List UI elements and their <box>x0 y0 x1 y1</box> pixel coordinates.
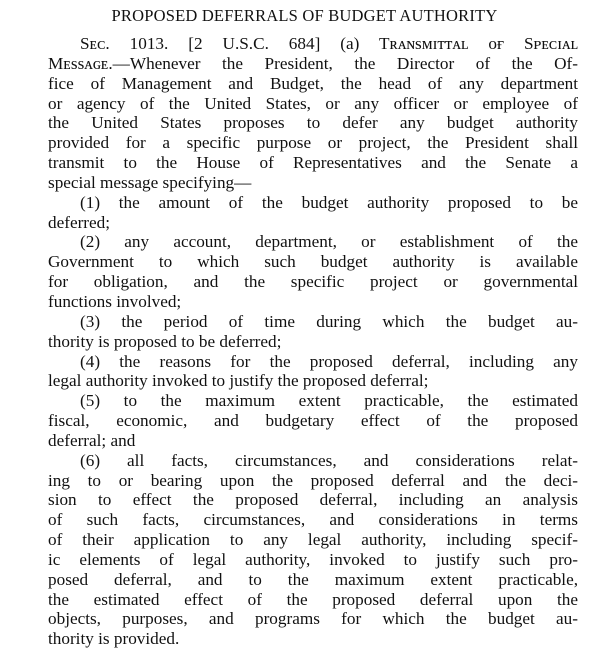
text-line: ing to or bearing upon the proposed deferral and the deci- <box>48 470 578 490</box>
text-line: objects, purposes, and programs for which the budget au- <box>48 609 578 629</box>
text-line: (6) all facts, circumstances, and considerations relat- <box>80 450 578 470</box>
text-line: transmit to the House of Representatives and the Senate a <box>48 153 578 173</box>
text-line: legal authority invoked to justify the proposed deferral; <box>48 371 429 391</box>
section-body <box>48 34 578 649</box>
text-line: Mᴇssᴀɢᴇ.—Whenever the President, the Director of the Of- <box>48 53 578 73</box>
text-line: (1) the amount of the budget authority proposed to be <box>80 192 578 212</box>
text-line: Sᴇᴄ. 1013. [2 U.S.C. 684] (a) Tʀᴀɴsᴍɪᴛᴛᴀʟ ᴏғ Sᴘᴇᴄɪᴀʟ <box>80 34 578 53</box>
text-line: special message specifying— <box>48 172 252 192</box>
text-line: deferred; <box>48 212 111 232</box>
text-line: the estimated effect of the proposed deferral upon the <box>48 589 578 609</box>
text-line: or agency of the United States, or any officer or employee of <box>48 93 578 113</box>
text-line: posed deferral, and to the maximum extent practicable, <box>48 569 578 589</box>
text-line: functions involved; <box>48 291 182 311</box>
text-line: (2) any account, department, or establishment of the <box>80 232 578 252</box>
text-line: ic elements of legal authority, invoked to justify such pro- <box>48 549 578 569</box>
text-line: Government to which such budget authority is available <box>48 252 578 272</box>
text-line: provided for a specific purpose or project, the President shall <box>48 133 578 153</box>
text-line: (3) the period of time during which the budget au- <box>80 311 578 331</box>
text-line: thority is proposed to be deferred; <box>48 331 282 351</box>
text-line: (5) to the maximum extent practicable, the estimated <box>80 391 578 411</box>
text-line: (4) the reasons for the proposed deferral, including any <box>80 351 578 371</box>
text-line: sion to effect the proposed deferral, including an analysis <box>48 490 578 510</box>
text-line: for obligation, and the specific project or governmental <box>48 272 578 292</box>
text-line: the United States proposes to defer any budget authority <box>48 113 578 133</box>
text-line: fiscal, economic, and budgetary effect of the proposed <box>48 411 578 431</box>
text-line: fice of Management and Budget, the head of any department <box>48 73 578 93</box>
text-line: of their application to any legal authority, including specif- <box>48 530 578 550</box>
text-line: thority is provided. <box>48 629 180 649</box>
text-line: of such facts, circumstances, and considerations in terms <box>48 510 578 530</box>
section-heading: PROPOSED DEFERRALS OF BUDGET AUTHORITY <box>111 6 498 25</box>
text-line: deferral; and <box>48 430 136 450</box>
